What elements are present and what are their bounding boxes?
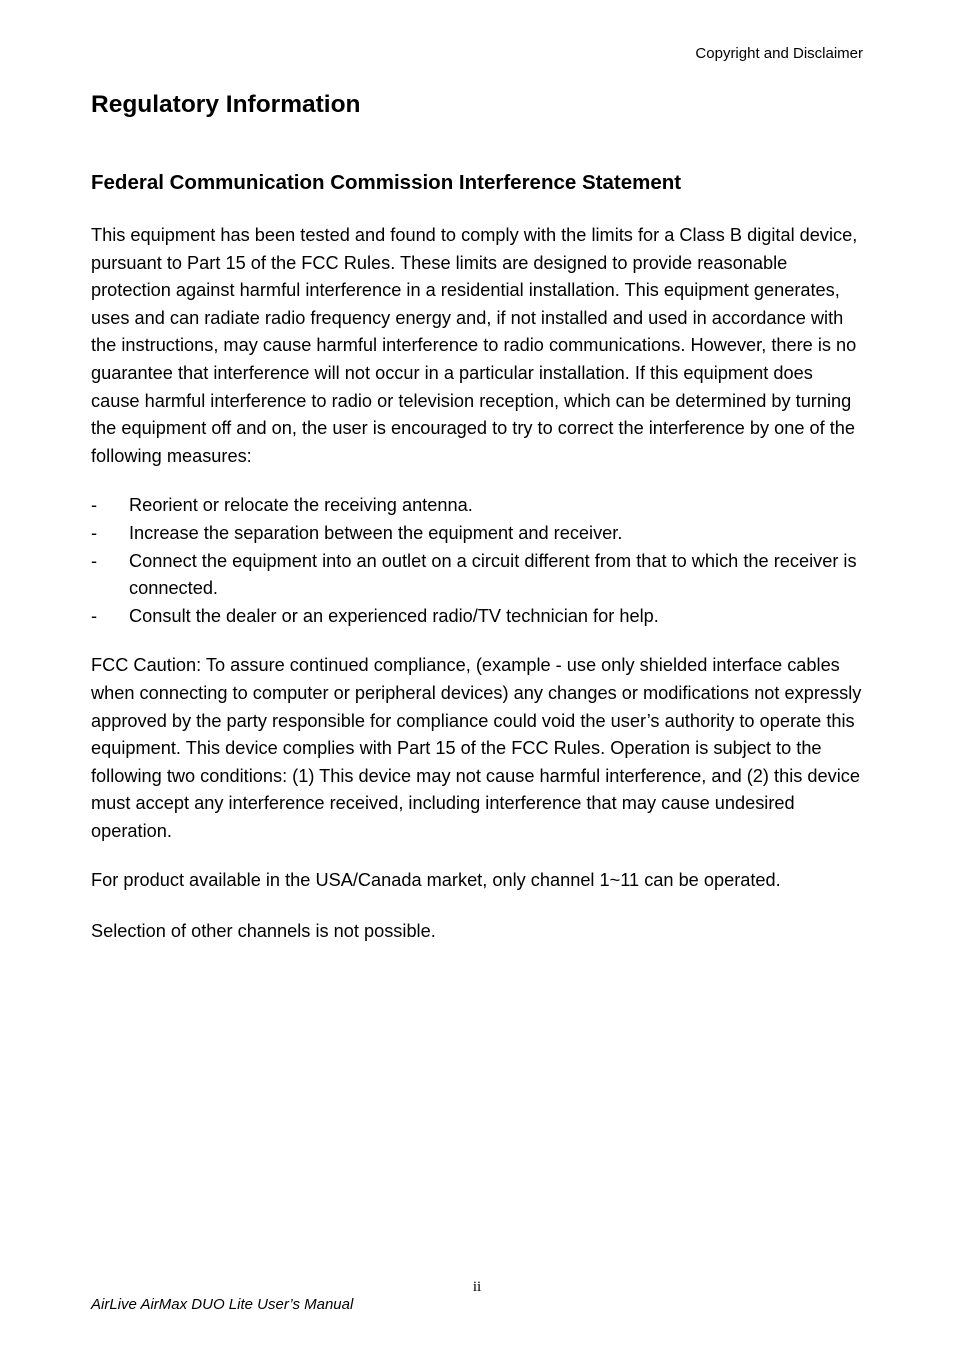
list-bullet: - xyxy=(91,605,98,626)
list-bullet: - xyxy=(91,522,98,543)
list-item xyxy=(91,492,866,520)
list-item-text: Connect the equipment into an outlet on a circuit different from that to which the receiver is connected. xyxy=(129,550,857,599)
running-footer: AirLive AirMax DUO Lite User’s Manual xyxy=(91,1296,354,1313)
list-item xyxy=(91,603,866,631)
measures-list xyxy=(91,492,866,630)
page-number: ii xyxy=(472,1279,482,1295)
list-item-text: Reorient or relocate the receiving antenna. xyxy=(129,495,473,516)
page-content xyxy=(91,89,866,946)
selection-paragraph: Selection of other channels is not possible. xyxy=(91,921,436,942)
fcc-caution-paragraph: FCC Caution: To assure continued compliance, (example - use only shielded interface cables when connecting to computer or peripheral devices) any changes or modifications not expressly approved by the party responsible for compliance could void the user’s authority to operate this equipment. This device complies with Part 15 of the FCC Rules. Operation is subject to the following two conditions: (1) This device may not cause harmful interference, and (2) this device must accept any interference received, including interference that may cause undesired operation. xyxy=(91,655,862,841)
intro-paragraph: This equipment has been tested and found to comply with the limits for a Class B digital device, pursuant to Part 15 of the FCC Rules. These limits are designed to provide reasonable protection against harmful interference in a residential installation. This equipment generates, uses and can radiate radio frequency energy and, if not installed and used in accordance with the instructions, may cause harmful interference to radio communications. However, there is no guarantee that interference will not occur in a particular installation. If this equipment does cause harmful interference to radio or television reception, which can be determined by turning the equipment off and on, the user is encouraged to try to correct the interference by one of the following measures: xyxy=(91,225,858,466)
market-paragraph: For product available in the USA/Canada market, only channel 1~11 can be operated. xyxy=(91,870,781,891)
list-bullet: - xyxy=(91,550,98,571)
list-item xyxy=(91,520,866,548)
list-item-text: Increase the separation between the equipment and receiver. xyxy=(129,522,623,543)
subsection-title: Federal Communication Commission Interference Statement xyxy=(91,171,682,194)
list-bullet: - xyxy=(91,495,98,516)
running-header: Copyright and Disclaimer xyxy=(695,45,863,62)
list-item xyxy=(91,548,866,603)
section-title: Regulatory Information xyxy=(91,91,361,118)
list-item-text: Consult the dealer or an experienced radio/TV technician for help. xyxy=(129,605,659,626)
